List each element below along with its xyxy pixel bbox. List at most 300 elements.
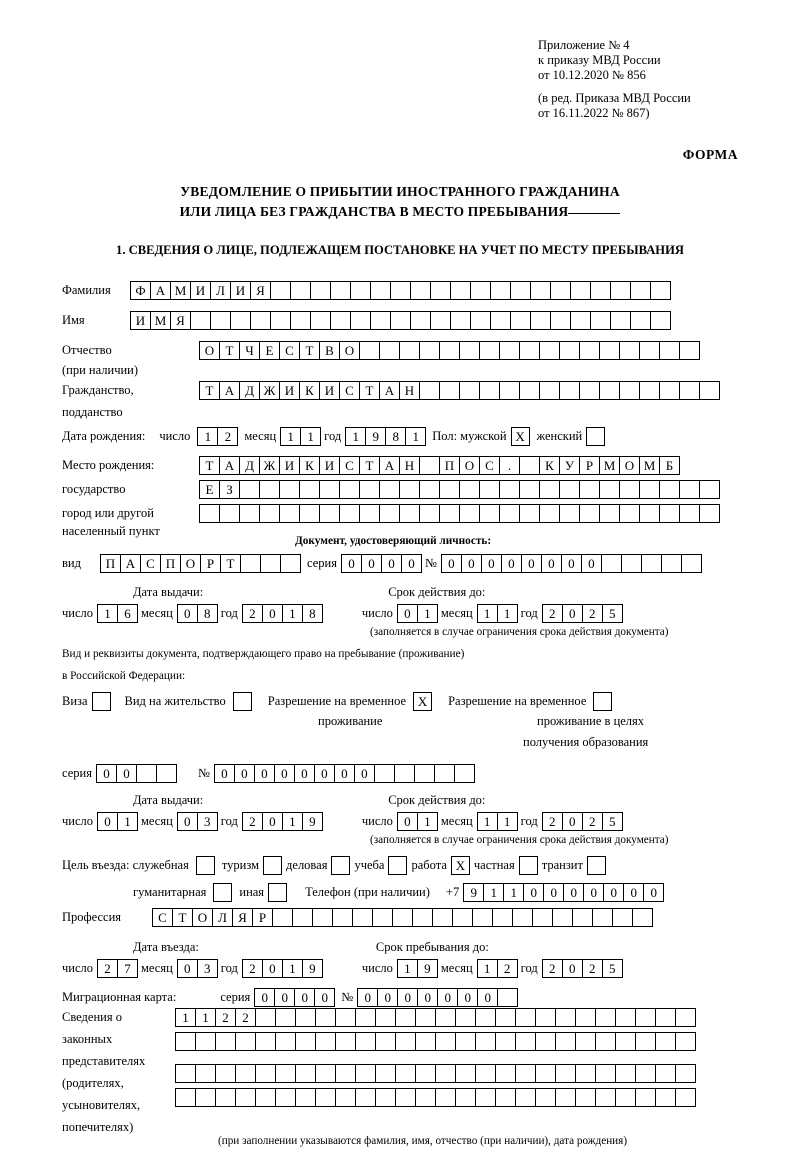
issue2-valid-month-input[interactable] (477, 812, 517, 831)
char-cell[interactable] (379, 504, 400, 523)
char-cell[interactable] (659, 504, 680, 523)
char-cell[interactable]: 9 (302, 812, 323, 831)
char-cell[interactable] (515, 1088, 536, 1107)
char-cell[interactable]: И (279, 456, 300, 475)
char-cell[interactable] (475, 1064, 496, 1083)
char-cell[interactable]: 1 (477, 604, 498, 623)
char-cell[interactable]: Д (239, 381, 260, 400)
char-cell[interactable]: 0 (562, 959, 583, 978)
char-cell[interactable] (355, 1064, 376, 1083)
char-cell[interactable] (370, 311, 391, 330)
char-cell[interactable]: 0 (521, 554, 542, 573)
char-cell[interactable]: Я (232, 908, 253, 927)
char-cell[interactable] (675, 1064, 696, 1083)
char-cell[interactable] (359, 341, 380, 360)
char-cell[interactable]: 0 (401, 554, 422, 573)
char-cell[interactable] (555, 1064, 576, 1083)
char-cell[interactable] (195, 1032, 216, 1051)
char-cell[interactable] (679, 480, 700, 499)
char-cell[interactable]: 0 (354, 764, 375, 783)
char-cell[interactable] (315, 1032, 336, 1051)
char-cell[interactable] (295, 1088, 316, 1107)
stay-month-input[interactable] (477, 959, 517, 978)
char-cell[interactable] (555, 1032, 576, 1051)
char-cell[interactable]: К (299, 456, 320, 475)
char-cell[interactable]: Я (250, 281, 271, 300)
char-cell[interactable] (679, 381, 700, 400)
entry-year-input[interactable] (242, 959, 322, 978)
char-cell[interactable] (372, 908, 393, 927)
char-cell[interactable] (492, 908, 513, 927)
char-cell[interactable] (639, 504, 660, 523)
char-cell[interactable]: 8 (302, 604, 323, 623)
char-cell[interactable] (679, 504, 700, 523)
char-cell[interactable] (215, 1088, 236, 1107)
char-cell[interactable] (599, 341, 620, 360)
char-cell[interactable]: 2 (242, 604, 263, 623)
char-cell[interactable] (435, 1032, 456, 1051)
purpose-humanitarian-checkbox[interactable] (213, 883, 232, 902)
char-cell[interactable] (335, 1008, 356, 1027)
char-cell[interactable]: 2 (582, 959, 603, 978)
char-cell[interactable]: 1 (117, 812, 138, 831)
purpose-transit-checkbox[interactable] (587, 856, 606, 875)
char-cell[interactable] (315, 1064, 336, 1083)
entry-month-input[interactable] (177, 959, 217, 978)
purpose-study-checkbox[interactable] (388, 856, 407, 875)
char-cell[interactable]: 2 (242, 959, 263, 978)
char-cell[interactable]: 9 (417, 959, 438, 978)
id-doc-series-input[interactable] (341, 554, 421, 573)
char-cell[interactable] (550, 311, 571, 330)
char-cell[interactable] (619, 381, 640, 400)
char-cell[interactable] (330, 281, 351, 300)
char-cell[interactable]: 9 (365, 427, 386, 446)
issue1-month-input[interactable] (177, 604, 217, 623)
char-cell[interactable]: И (230, 281, 251, 300)
char-cell[interactable] (219, 504, 240, 523)
char-cell[interactable] (592, 908, 613, 927)
char-cell[interactable]: П (160, 554, 181, 573)
sex-male-checkbox[interactable]: X (511, 427, 530, 446)
char-cell[interactable] (515, 1064, 536, 1083)
char-cell[interactable]: 0 (314, 988, 335, 1007)
char-cell[interactable]: 1 (175, 1008, 196, 1027)
char-cell[interactable]: 7 (117, 959, 138, 978)
char-cell[interactable] (270, 311, 291, 330)
char-cell[interactable] (452, 908, 473, 927)
char-cell[interactable]: 1 (282, 959, 303, 978)
char-cell[interactable] (612, 908, 633, 927)
char-cell[interactable]: 2 (542, 959, 563, 978)
char-cell[interactable]: Ф (130, 281, 151, 300)
char-cell[interactable] (390, 311, 411, 330)
char-cell[interactable] (419, 456, 440, 475)
char-cell[interactable]: 8 (197, 604, 218, 623)
char-cell[interactable]: 2 (242, 812, 263, 831)
char-cell[interactable] (512, 908, 533, 927)
char-cell[interactable] (352, 908, 373, 927)
char-cell[interactable] (415, 1032, 436, 1051)
char-cell[interactable]: 3 (197, 812, 218, 831)
char-cell[interactable]: 0 (262, 812, 283, 831)
char-cell[interactable]: О (180, 554, 201, 573)
char-cell[interactable]: С (140, 554, 161, 573)
char-cell[interactable]: 0 (581, 554, 602, 573)
char-cell[interactable] (290, 311, 311, 330)
char-cell[interactable]: . (499, 456, 520, 475)
char-cell[interactable]: Т (199, 456, 220, 475)
char-cell[interactable] (259, 504, 280, 523)
char-cell[interactable] (495, 1088, 516, 1107)
char-cell[interactable] (575, 1032, 596, 1051)
char-cell[interactable] (475, 1008, 496, 1027)
char-cell[interactable] (499, 381, 520, 400)
char-cell[interactable] (555, 1008, 576, 1027)
char-cell[interactable] (335, 1032, 356, 1051)
char-cell[interactable] (699, 381, 720, 400)
char-cell[interactable]: 1 (477, 959, 498, 978)
citizenship-input[interactable] (199, 381, 719, 400)
char-cell[interactable]: З (219, 480, 240, 499)
char-cell[interactable]: 0 (563, 883, 584, 902)
char-cell[interactable] (495, 1064, 516, 1083)
stay-year-input[interactable] (542, 959, 622, 978)
char-cell[interactable] (510, 311, 531, 330)
char-cell[interactable] (419, 504, 440, 523)
char-cell[interactable] (319, 480, 340, 499)
char-cell[interactable] (475, 1032, 496, 1051)
char-cell[interactable] (575, 1064, 596, 1083)
char-cell[interactable] (239, 480, 260, 499)
char-cell[interactable] (255, 1064, 276, 1083)
char-cell[interactable]: Р (252, 908, 273, 927)
char-cell[interactable] (279, 480, 300, 499)
char-cell[interactable] (455, 1064, 476, 1083)
char-cell[interactable] (530, 281, 551, 300)
char-cell[interactable] (655, 1064, 676, 1083)
char-cell[interactable]: 1 (497, 812, 518, 831)
legal-rep-line-2-input[interactable] (175, 1032, 695, 1051)
visa-checkbox[interactable] (92, 692, 111, 711)
char-cell[interactable] (399, 341, 420, 360)
purpose-work-checkbox[interactable]: X (451, 856, 470, 875)
char-cell[interactable] (455, 1008, 476, 1027)
char-cell[interactable] (655, 1032, 676, 1051)
char-cell[interactable] (335, 1064, 356, 1083)
char-cell[interactable] (439, 504, 460, 523)
char-cell[interactable]: В (319, 341, 340, 360)
char-cell[interactable]: 6 (117, 604, 138, 623)
char-cell[interactable] (290, 281, 311, 300)
char-cell[interactable]: 0 (461, 554, 482, 573)
char-cell[interactable] (610, 311, 631, 330)
char-cell[interactable]: Ж (259, 456, 280, 475)
char-cell[interactable]: 1 (397, 959, 418, 978)
id-doc-number-input[interactable] (441, 554, 701, 573)
char-cell[interactable] (339, 480, 360, 499)
char-cell[interactable]: 2 (235, 1008, 256, 1027)
legal-rep-line-4-input[interactable] (175, 1088, 695, 1107)
char-cell[interactable] (519, 341, 540, 360)
char-cell[interactable] (641, 554, 662, 573)
char-cell[interactable]: 9 (463, 883, 484, 902)
char-cell[interactable] (479, 480, 500, 499)
stay-doc-series-input[interactable] (96, 764, 176, 783)
issue1-valid-month-input[interactable] (477, 604, 517, 623)
char-cell[interactable] (475, 1088, 496, 1107)
char-cell[interactable] (610, 281, 631, 300)
temp-residence-checkbox[interactable]: X (413, 692, 432, 711)
char-cell[interactable] (490, 281, 511, 300)
char-cell[interactable]: М (639, 456, 660, 475)
char-cell[interactable] (210, 311, 231, 330)
char-cell[interactable] (439, 341, 460, 360)
issue1-valid-year-input[interactable] (542, 604, 622, 623)
char-cell[interactable] (515, 1032, 536, 1051)
char-cell[interactable]: Л (212, 908, 233, 927)
char-cell[interactable] (535, 1064, 556, 1083)
char-cell[interactable]: 0 (262, 604, 283, 623)
char-cell[interactable] (650, 311, 671, 330)
char-cell[interactable] (439, 381, 460, 400)
char-cell[interactable] (619, 341, 640, 360)
char-cell[interactable] (280, 554, 301, 573)
char-cell[interactable] (374, 764, 395, 783)
char-cell[interactable]: А (379, 456, 400, 475)
char-cell[interactable] (299, 480, 320, 499)
char-cell[interactable]: И (130, 311, 151, 330)
char-cell[interactable]: 5 (602, 604, 623, 623)
char-cell[interactable]: Е (259, 341, 280, 360)
char-cell[interactable]: А (150, 281, 171, 300)
char-cell[interactable] (659, 480, 680, 499)
char-cell[interactable]: 1 (197, 427, 218, 446)
patronymic-input[interactable] (199, 341, 699, 360)
char-cell[interactable] (410, 281, 431, 300)
char-cell[interactable] (459, 480, 480, 499)
char-cell[interactable] (595, 1032, 616, 1051)
char-cell[interactable] (175, 1064, 196, 1083)
char-cell[interactable] (495, 1032, 516, 1051)
char-cell[interactable] (419, 480, 440, 499)
char-cell[interactable]: 0 (177, 604, 198, 623)
char-cell[interactable]: 0 (397, 988, 418, 1007)
char-cell[interactable] (275, 1064, 296, 1083)
char-cell[interactable]: 0 (417, 988, 438, 1007)
char-cell[interactable]: А (219, 456, 240, 475)
char-cell[interactable]: 1 (282, 812, 303, 831)
purpose-private-checkbox[interactable] (519, 856, 538, 875)
char-cell[interactable]: С (339, 381, 360, 400)
char-cell[interactable] (255, 1088, 276, 1107)
char-cell[interactable]: 0 (523, 883, 544, 902)
migration-card-series-input[interactable] (254, 988, 334, 1007)
char-cell[interactable] (375, 1064, 396, 1083)
char-cell[interactable] (619, 480, 640, 499)
legal-rep-line-1-input[interactable] (175, 1008, 695, 1027)
char-cell[interactable]: 0 (234, 764, 255, 783)
char-cell[interactable] (435, 1064, 456, 1083)
char-cell[interactable]: Т (220, 554, 241, 573)
char-cell[interactable] (535, 1008, 556, 1027)
char-cell[interactable] (472, 908, 493, 927)
char-cell[interactable] (215, 1064, 236, 1083)
char-cell[interactable] (539, 341, 560, 360)
char-cell[interactable]: 1 (503, 883, 524, 902)
char-cell[interactable] (635, 1088, 656, 1107)
char-cell[interactable] (499, 341, 520, 360)
char-cell[interactable] (136, 764, 157, 783)
char-cell[interactable] (395, 1032, 416, 1051)
char-cell[interactable] (570, 281, 591, 300)
char-cell[interactable] (260, 554, 281, 573)
char-cell[interactable] (355, 1032, 376, 1051)
char-cell[interactable] (419, 381, 440, 400)
char-cell[interactable] (539, 480, 560, 499)
char-cell[interactable]: 0 (583, 883, 604, 902)
char-cell[interactable]: О (339, 341, 360, 360)
char-cell[interactable]: 0 (262, 959, 283, 978)
char-cell[interactable]: 1 (195, 1008, 216, 1027)
char-cell[interactable] (199, 504, 220, 523)
char-cell[interactable] (639, 341, 660, 360)
char-cell[interactable] (292, 908, 313, 927)
char-cell[interactable] (259, 480, 280, 499)
char-cell[interactable]: 1 (300, 427, 321, 446)
issue1-year-input[interactable] (242, 604, 322, 623)
char-cell[interactable] (175, 1088, 196, 1107)
char-cell[interactable] (635, 1008, 656, 1027)
surname-input[interactable] (130, 281, 670, 300)
char-cell[interactable]: 2 (542, 604, 563, 623)
char-cell[interactable] (415, 1064, 436, 1083)
char-cell[interactable]: 0 (357, 988, 378, 1007)
birth-day-input[interactable] (197, 427, 237, 446)
char-cell[interactable] (350, 281, 371, 300)
birth-month-input[interactable] (280, 427, 320, 446)
char-cell[interactable] (539, 504, 560, 523)
char-cell[interactable]: 1 (483, 883, 504, 902)
char-cell[interactable]: 1 (345, 427, 366, 446)
char-cell[interactable] (615, 1032, 636, 1051)
char-cell[interactable] (412, 908, 433, 927)
char-cell[interactable] (375, 1088, 396, 1107)
char-cell[interactable] (479, 381, 500, 400)
char-cell[interactable] (630, 281, 651, 300)
char-cell[interactable]: И (319, 456, 340, 475)
issue1-day-input[interactable] (97, 604, 137, 623)
char-cell[interactable] (430, 281, 451, 300)
char-cell[interactable]: 2 (215, 1008, 236, 1027)
char-cell[interactable]: К (539, 456, 560, 475)
char-cell[interactable] (490, 311, 511, 330)
char-cell[interactable]: 0 (361, 554, 382, 573)
char-cell[interactable]: 1 (280, 427, 301, 446)
char-cell[interactable] (459, 504, 480, 523)
char-cell[interactable]: 1 (282, 604, 303, 623)
char-cell[interactable] (190, 311, 211, 330)
char-cell[interactable] (279, 504, 300, 523)
char-cell[interactable]: И (190, 281, 211, 300)
char-cell[interactable] (650, 281, 671, 300)
char-cell[interactable]: 1 (417, 812, 438, 831)
char-cell[interactable]: М (599, 456, 620, 475)
char-cell[interactable] (570, 311, 591, 330)
char-cell[interactable] (595, 1064, 616, 1083)
char-cell[interactable] (601, 554, 622, 573)
char-cell[interactable] (175, 1032, 196, 1051)
char-cell[interactable] (156, 764, 177, 783)
char-cell[interactable] (519, 480, 540, 499)
char-cell[interactable]: Е (199, 480, 220, 499)
char-cell[interactable] (530, 311, 551, 330)
char-cell[interactable]: О (192, 908, 213, 927)
char-cell[interactable] (375, 1032, 396, 1051)
purpose-official-checkbox[interactable] (196, 856, 215, 875)
char-cell[interactable]: 0 (562, 812, 583, 831)
char-cell[interactable]: 0 (603, 883, 624, 902)
char-cell[interactable]: 0 (341, 554, 362, 573)
char-cell[interactable] (579, 381, 600, 400)
char-cell[interactable]: Р (200, 554, 221, 573)
birthplace-line-1-input[interactable] (199, 456, 679, 475)
char-cell[interactable] (339, 504, 360, 523)
char-cell[interactable] (635, 1032, 656, 1051)
char-cell[interactable] (359, 504, 380, 523)
char-cell[interactable] (519, 381, 540, 400)
char-cell[interactable] (459, 381, 480, 400)
char-cell[interactable]: Т (359, 381, 380, 400)
char-cell[interactable]: К (299, 381, 320, 400)
char-cell[interactable] (679, 341, 700, 360)
char-cell[interactable] (659, 381, 680, 400)
issue1-valid-day-input[interactable] (397, 604, 437, 623)
char-cell[interactable] (295, 1008, 316, 1027)
char-cell[interactable] (359, 480, 380, 499)
char-cell[interactable]: А (379, 381, 400, 400)
char-cell[interactable] (375, 1008, 396, 1027)
char-cell[interactable] (519, 456, 540, 475)
char-cell[interactable] (415, 1088, 436, 1107)
char-cell[interactable]: Т (299, 341, 320, 360)
char-cell[interactable] (535, 1032, 556, 1051)
char-cell[interactable] (215, 1032, 236, 1051)
char-cell[interactable] (332, 908, 353, 927)
char-cell[interactable] (615, 1088, 636, 1107)
char-cell[interactable] (235, 1032, 256, 1051)
char-cell[interactable] (539, 381, 560, 400)
char-cell[interactable] (639, 381, 660, 400)
char-cell[interactable]: Я (170, 311, 191, 330)
name-input[interactable] (130, 311, 670, 330)
profession-input[interactable] (152, 908, 652, 927)
char-cell[interactable]: И (279, 381, 300, 400)
char-cell[interactable]: Н (399, 456, 420, 475)
char-cell[interactable]: М (170, 281, 191, 300)
char-cell[interactable]: У (559, 456, 580, 475)
char-cell[interactable] (455, 1032, 476, 1051)
char-cell[interactable] (454, 764, 475, 783)
char-cell[interactable]: 0 (274, 764, 295, 783)
char-cell[interactable] (639, 480, 660, 499)
char-cell[interactable]: Ч (239, 341, 260, 360)
char-cell[interactable]: Т (359, 456, 380, 475)
char-cell[interactable] (535, 1088, 556, 1107)
char-cell[interactable]: С (152, 908, 173, 927)
char-cell[interactable]: Ж (259, 381, 280, 400)
char-cell[interactable] (495, 1008, 516, 1027)
